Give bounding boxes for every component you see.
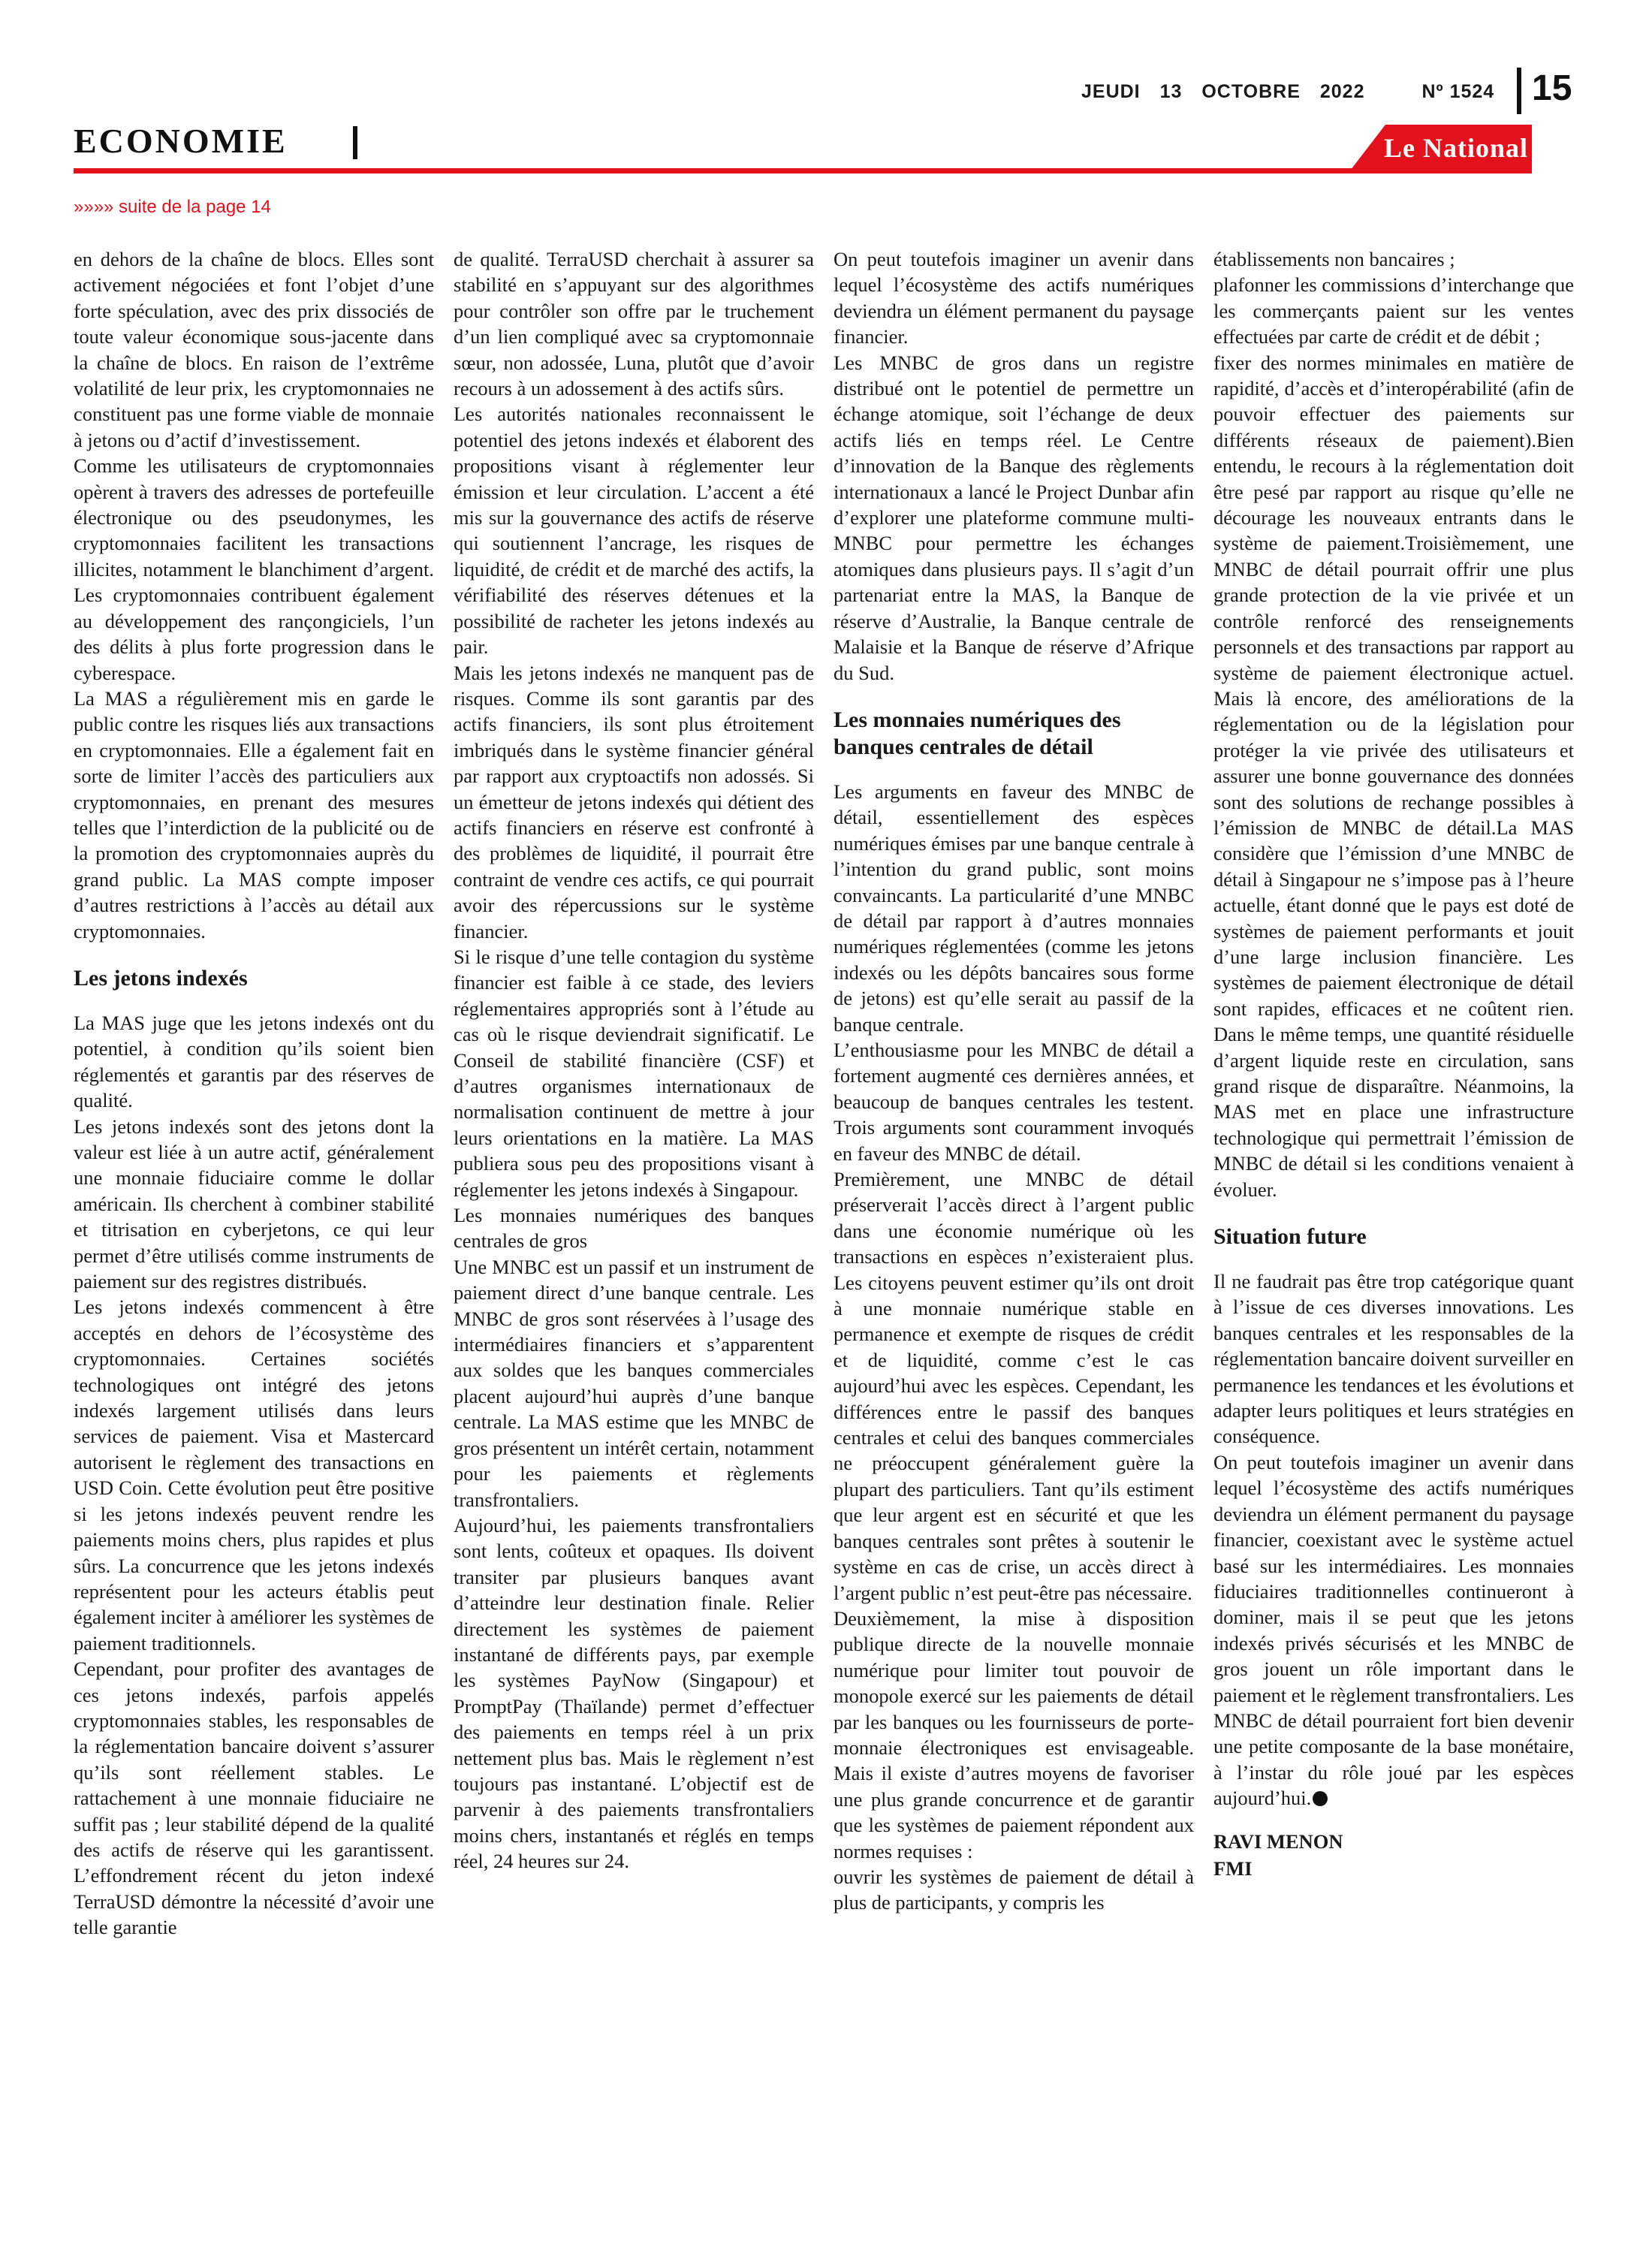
section-heading: Les jetons indexés [74, 965, 248, 991]
section-heading: Situation future [1213, 1224, 1367, 1250]
article-paragraph: Les jetons indexés commencent à être acceptés en dehors de l’écosystème des cryptomonnaies. Certaines sociétés technologiques ont intégré des jetons indexés largement utilisés dans leurs services de paiement. Visa et Mastercard autorisent le règlement des transactions en USD Coin. Cette évolution peut être positive si les jetons indexés peuvent rendre les paiements moins chers, plus rapides et plus sûrs. La concurrence que les jetons indexés représentent pour les acteurs établis peut également inciter à améliorer les systèmes de paiement traditionnels. [74, 1295, 434, 1654]
header-month: OCTOBRE [1201, 81, 1301, 102]
article-paragraph: Comme les utilisateurs de cryptomonnaies opèrent à travers des adresses de portefeuille électronique ou des pseudonymes, les cryptomonnaies facilitent les transactions illicites, notamment le blanchiment d’argent. Les cryptomonnaies contribuent également au développement des rançongiciels, l’un des délits à plus forte progression dans le cyberespace. [74, 454, 434, 684]
article-paragraph: On peut toutefois imaginer un avenir dans lequel l’écosystème des actifs numériques deviendra un élément permanent du paysage financier. [834, 248, 1194, 348]
article-paragraph: en dehors de la chaîne de blocs. Elles sont activement négociées et font l’objet d’une forte spéculation, avec des prix dissociés de toute valeur économique sous-jacente dans la chaîne de blocs. En raison de l’extrême volatilité de leur prix, les cryptomonnaies ne constituent pas une forme viable de monnaie à jetons ou d’actif d’investissement. [74, 248, 434, 451]
article-paragraph: Une MNBC est un passif et un instrument de paiement direct d’une banque centrale. Les MNBC de gros sont réservées à l’usage des intermédiaires financiers et s’apparentent aux soldes que les banques commerciales placent aujourd’hui auprès d’une banque centrale. La MAS estime que les MNBC de gros présentent un intérêt certain, notamment pour les paiements et règlements transfrontaliers. [454, 1255, 814, 1511]
article-paragraph: On peut toutefois imaginer un avenir dans lequel l’écosystème des actifs numériques deviendra un élément permanent du paysage financier, coexistant avec le système actuel basé sur les intermédiaires. Les monnaies fiduciaires traditionnelles continueront à dominer, mais il se peut que les jetons indexés privés sécurisés et les MNBC de gros jouent un rôle important dans le paiement et le règlement transfrontaliers. Les MNBC de détail pourraient fort bien devenir une petite composante de la base monétaire, à l’instar du rôle joué par les espèces aujourd’hui. [1213, 1450, 1574, 1810]
article-paragraph: Deuxièmement, la mise à disposition publique directe de la nouvelle monnaie numérique pour limiter tout pouvoir de monopole exercé sur les paiements de détail par les banques ou les fournisseurs de porte-monnaie électroniques est envisageable. Mais il existe d’autres moyens de favoriser une plus grande concurrence et de garantir que les systèmes de paiement répondent aux normes requises : [834, 1606, 1194, 1862]
article-column-4 [1213, 246, 1574, 1882]
brand-name: Le National [1383, 133, 1528, 163]
author-name: RAVI MENON [1213, 1829, 1343, 1853]
article-paragraph: ouvrir les systèmes de paiement de détail à plus de participants, y compris les [834, 1865, 1194, 1914]
article-paragraph: La MAS juge que les jetons indexés ont du potentiel, à condition qu’ils soient bien réglementés et garantis par des réserves de qualité. [74, 1011, 434, 1112]
page-number: 15 [1532, 68, 1572, 108]
section-title-divider [353, 126, 357, 159]
issue-number: Nº 1524 [1421, 81, 1495, 102]
article-paragraph: Si le risque d’une telle contagion du système financier est faible à ce stade, des leviers réglementaires appropriés sont à l’étude au cas où le risque deviendrait significatif. Le Conseil de stabilité financière (CSF) et d’autres organismes internationaux de normalisation continuent de mettre à jour leurs orientations en la matière. La MAS publiera sous peu des propositions visant à réglementer les jetons indexés à Singapour. [454, 945, 814, 1201]
header-red-rule [74, 168, 1532, 173]
page-number-divider [1517, 68, 1521, 114]
article-paragraph: Mais les jetons indexés ne manquent pas de risques. Comme ils sont garantis par des actifs financiers, ils sont plus étroitement imbriqués dans le système financier général par rapport aux cryptoactifs non adossés. Si un émetteur de jetons indexés qui détient des actifs financiers en réserve est confronté à des problèmes de liquidité, il pourrait être contraint de vendre ces actifs, ce qui pourrait avoir des répercussions sur le système financier. [454, 661, 814, 943]
continued-from-link[interactable]: »»»» suite de la page 14 [74, 197, 271, 217]
article-paragraph: Les monnaies numériques des banques centrales de gros [454, 1204, 814, 1253]
article-paragraph: Il ne faudrait pas être trop catégorique quant à l’issue de ces diverses innovations. Les banques centrales et les responsables de la réglementation bancaire doivent surveiller en permanence les tendances et les évolutions et adapter leurs politiques et leurs stratégies en conséquence. [1213, 1270, 1574, 1448]
section-heading: Les monnaies numériques des banques centrales de détail [834, 707, 1121, 759]
article-paragraph: L’enthousiasme pour les MNBC de détail a fortement augmenté ces dernières années, et beaucoup de banques centrales les testent. Trois arguments sont couramment invoqués en faveur des MNBC de détail. [834, 1038, 1194, 1165]
article-paragraph: Les arguments en faveur des MNBC de détail, essentiellement des espèces numériques émises par une banque centrale à l’intention du grand public, sont moins convaincants. La particularité d’une MNBC de détail par rapport à d’autres monnaies numériques réglementées (comme les jetons indexés ou les dépôts bancaires sous forme de jetons) est qu’elle serait au passif de la banque centrale. [834, 780, 1194, 1036]
article-paragraph: Cependant, pour profiter des avantages de ces jetons indexés, parfois appelés cryptomonnaies stables, les responsables de la réglementation bancaire doivent s’assurer qu’ils sont réellement stables. Le rattachement à une monnaie fiduciaire ne suffit pas ; leur stabilité dépend de la qualité des actifs de réserve qui les garantissent. L’effondrement récent du jeton indexé TerraUSD démontre la nécessité d’avoir une telle garantie [74, 1657, 434, 1939]
section-title: ECONOMIE [74, 122, 288, 160]
header-date-day: 13 [1159, 81, 1183, 102]
article-paragraph: La MAS a régulièrement mis en garde le public contre les risques liés aux transactions en cryptomonnaies. Elle a également fait en sorte de limiter l’accès des particuliers aux cryptomonnaies, en prenant des mesures telles que l’interdiction de la publicité ou de la promotion des cryptomonnaies auprès du grand public. La MAS compte imposer d’autres restrictions à l’accès au détail aux cryptomonnaies. [74, 686, 434, 943]
header-day: JEUDI [1081, 81, 1141, 102]
header-date-line [1081, 81, 1508, 103]
article-paragraph: établissements non bancaires ; [1213, 248, 1455, 270]
article-column-3 [834, 246, 1194, 1916]
article-paragraph: Les autorités nationales reconnaissent le potentiel des jetons indexés et élaborent des propositions visant à réglementer leur émission et leur circulation. L’accent a été mis sur la gouvernance des actifs de réserve qui soutiennent l’ancrage, les risques de liquidité, de crédit et de marché des actifs, la vérifiabilité des réserves détenues et la possibilité de racheter les jetons indexés au pair. [454, 403, 814, 659]
article-paragraph: Les jetons indexés sont des jetons dont la valeur est liée à un autre actif, généralement une monnaie fiduciaire comme le dollar américain. Ils cherchent à combiner stabilité et titrisation en cyberjetons, ce qui leur permet d’être utilisés comme instruments de paiement sur des registres distribués. [74, 1114, 434, 1293]
article-paragraph: de qualité. TerraUSD cherchait à assurer sa stabilité en s’appuyant sur des algorithmes pour contrôler son offre par le truchement d’un lien compliqué avec sa cryptomonnaie sœur, non adossée, Luna, plutôt que d’avoir recours à un adossement à des actifs sûrs. [454, 248, 814, 400]
author-affiliation: FMI [1213, 1856, 1253, 1880]
article-paragraph: Aujourd’hui, les paiements transfrontaliers sont lents, coûteux et opaques. Ils doivent transiter par plusieurs banques avant d’atteindre leur destination finale. Relier directement les systèmes de paiement instantané de différents pays, par exemple les systèmes PayNow (Singapour) et PromptPay (Thaïlande) permet d’effectuer des paiements en temps réel à un prix nettement plus bas. Mais le règlement n’est toujours pas instantané. L’objectif est de parvenir à des paiements transfrontaliers moins chers, instantanés et réglés en temps réel, 24 heures sur 24. [454, 1513, 814, 1873]
article-column-2 [454, 246, 814, 1874]
article-paragraph: Premièrement, une MNBC de détail préserverait l’accès direct à l’argent public dans une économie numérique où les transactions en espèces n’existeraient plus. Les citoyens peuvent estimer qu’ils ont droit à une monnaie numérique stable en permanence et exempte de risques de crédit et de liquidité, comme c’est le cas aujourd’hui avec les espèces. Cependant, les différences entre le passif des banques centrales et celui des banques commerciales ne préoccupent généralement guère la plupart des particuliers. Tant qu’ils estiment que leur argent est en sécurité et que les banques centrales sont prêtes à soutenir le système en cas de crise, un accès direct à l’argent public n’est peut-être pas nécessaire. [834, 1168, 1194, 1604]
article-paragraph: plafonner les commissions d’interchange que les commerçants paient sur les ventes effectuées par carte de crédit et de débit ; [1213, 273, 1574, 348]
byline [1213, 1828, 1574, 1882]
article-column-1 [74, 246, 434, 1941]
article-paragraph: fixer des normes minimales en matière de rapidité, d’accès et d’interopérabilité (afin de pouvoir effectuer des paiements sur différents réseaux de paiement).Bien entendu, le recours à la réglementation doit être pesé par rapport au risque qu’elle ne décourage les nouveaux entrants dans le système de paiement.Troisièmement, une MNBC de détail pourrait offrir une plus grande protection de la vie privée et un contrôle renforcé des renseignements personnels et des transactions par rapport au système de paiement électronique actuel. Mais là encore, des améliorations de la réglementation ou de la législation pour protéger la vie privée des utilisateurs et assurer une bonne gouvernance des données sont des solutions de rechange possibles à l’émission de MNBC de détail.La MAS considère que l’émission d’une MNBC de détail à Singapour ne s’impose pas à l’heure actuelle, étant donné que le pays est doté de systèmes de paiement performants et jouit d’une large inclusion financière. Les systèmes de paiement électronique de détail sont rapides, efficaces et ne coûtent rien. Dans le même temps, une quantité résiduelle d’argent liquide reste en circulation, sans grand risque de disparaître. Néanmoins, la MAS met en place une infrastructure technologique qui permettrait l’émission de MNBC de détail si les conditions venaient à évoluer. [1213, 351, 1574, 1201]
end-of-article-icon [1313, 1791, 1328, 1806]
header-year: 2022 [1319, 81, 1365, 102]
article-paragraph: Les MNBC de gros dans un registre distribué ont le potentiel de permettre un échange atomique, soit l’échange de deux actifs liés en temps réel. Le Centre d’innovation de la Banque des règlements internationaux a lancé le Project Dunbar afin d’explorer une plateforme commune multi-MNBC pour permettre les échanges atomiques dans plusieurs pays. Il s’agit d’un partenariat entre la MAS, la Banque de réserve d’Australie, la Banque centrale de Malaisie et la Banque de réserve d’Afrique du Sud. [834, 351, 1194, 684]
